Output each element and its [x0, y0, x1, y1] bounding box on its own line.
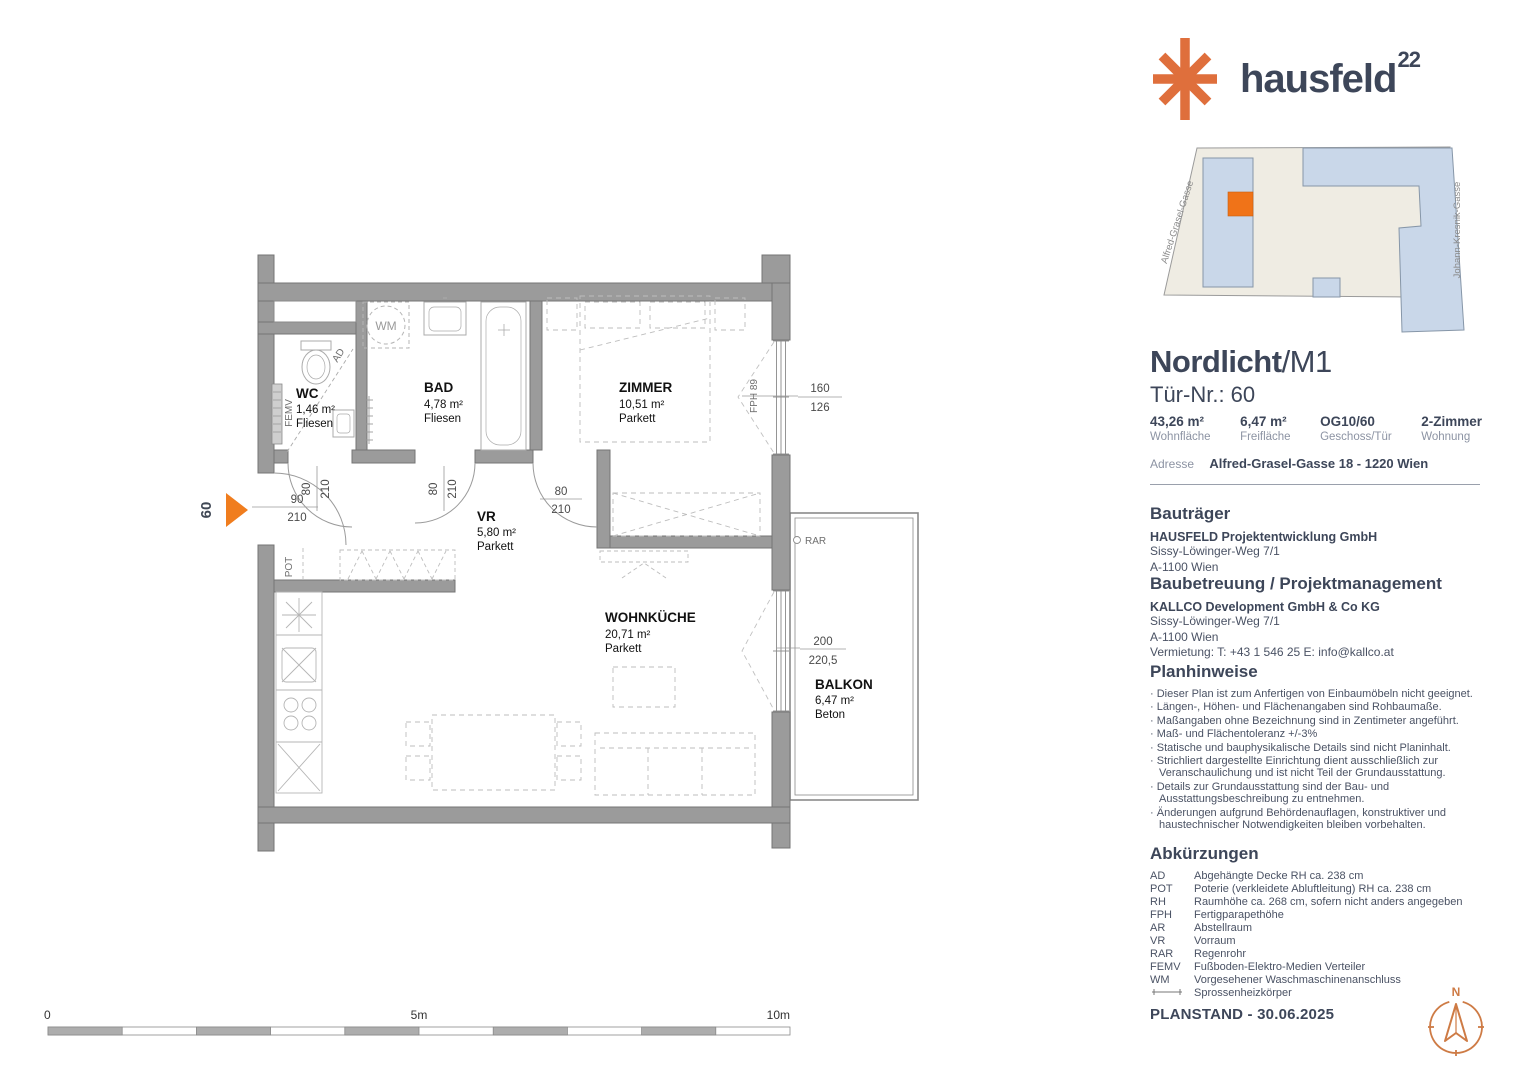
abbr-key: WM: [1150, 974, 1170, 986]
femv-panel: [272, 384, 282, 444]
dim-balcony-door: [776, 636, 846, 667]
unit-title: [1150, 346, 1510, 379]
svg-text:BAD: BAD: [424, 380, 454, 395]
site-map: [1150, 135, 1490, 340]
stat-geschoss: OG10/60 Geschoss/Tür: [1320, 414, 1392, 443]
dim-bad-door: [428, 466, 459, 511]
balcony-door-swing: [742, 592, 774, 710]
door-number: 60: [198, 501, 215, 519]
svg-text:80: 80: [428, 482, 440, 496]
section-bautraeger: [1150, 504, 1490, 575]
section-abkuerzungen: [1150, 844, 1490, 1001]
svg-text:5m: 5m: [410, 1008, 428, 1022]
abbr-text: Regenrohr: [1194, 948, 1246, 960]
planhinweis-item: · Statische und bauphysikalische Details sind nicht Planinhalt.: [1150, 742, 1490, 754]
svg-text:160: 160: [810, 383, 830, 395]
svg-text:220,5: 220,5: [808, 655, 838, 667]
room-label-wohnkueche: [605, 610, 696, 655]
sideboard: [340, 550, 455, 580]
section-baubetreuung: [1150, 574, 1490, 661]
svg-text:Fliesen: Fliesen: [296, 418, 334, 430]
planstand: PLANSTAND - 30.06.2025: [1150, 1006, 1335, 1023]
door-arcs: [274, 463, 597, 545]
logo-wordmark: [1240, 47, 1420, 102]
femv-label: FEMV: [284, 399, 295, 427]
abbr-key: POT: [1150, 883, 1173, 895]
abbr-text: Vorraum: [1194, 935, 1236, 947]
unit-variant: /M1: [1281, 344, 1332, 379]
bautraeger-heading: Bauträger: [1150, 504, 1231, 523]
planhinweis-item: · Längen-, Höhen- und Flächenangaben sind Rohbaumaße.: [1150, 701, 1490, 713]
planhinweis-item: · Details zur Grundausstattung sind der Bau- und Ausstattungsbeschreibung zu entnehmen.: [1150, 781, 1490, 806]
abbr-text: Abstellraum: [1194, 922, 1253, 934]
unit-project: Nordlicht: [1150, 344, 1282, 379]
svg-text:5,80 m²: 5,80 m²: [477, 527, 516, 539]
unit-location-marker: [1228, 192, 1253, 216]
divider: [1150, 484, 1480, 485]
tv-board: [600, 551, 688, 578]
svg-text:Parkett: Parkett: [477, 541, 514, 553]
walls: [258, 255, 790, 851]
planhinweis-item: · Maß- und Flächentoleranz +/-3%: [1150, 728, 1490, 740]
svg-text:80: 80: [554, 486, 568, 498]
stat-freiflaeche: 6,47 m² Freifläche: [1240, 414, 1291, 443]
door-number-label: Tür-Nr.: 60: [1150, 381, 1256, 407]
svg-text:1,46 m²: 1,46 m²: [296, 404, 335, 416]
abbr-text: Raumhöhe ca. 268 cm, sofern nicht anders angegeben: [1194, 896, 1463, 908]
wm-label: WM: [375, 319, 397, 333]
abbr-key: VR: [1150, 935, 1166, 947]
unit-title-block: [1150, 346, 1510, 408]
address-row: [1150, 456, 1510, 471]
baubetreuung-company: KALLCO Development GmbH & Co KG: [1150, 600, 1380, 614]
svg-text:WC: WC: [296, 386, 319, 401]
street-label-right: Johann-Kresnik-Gasse: [1452, 181, 1463, 279]
svg-text:Fliesen: Fliesen: [424, 413, 462, 425]
svg-text:VR: VR: [477, 509, 496, 524]
street-label-left: Alfred-Grasel-Gasse: [1159, 179, 1197, 266]
abkuerzungen-heading: Abkürzungen: [1150, 844, 1259, 863]
address-value: Alfred-Grasel-Gasse 18 - 1220 Wien: [1209, 456, 1429, 471]
address-label: Adresse: [1150, 457, 1195, 471]
room-label-zimmer: [619, 380, 672, 425]
svg-text:10,51 m²: 10,51 m²: [619, 399, 665, 411]
bautraeger-company: HAUSFELD Projektentwicklung GmbH: [1150, 530, 1378, 544]
radiator-icon: [1150, 987, 1194, 1001]
svg-text:20,71 m²: 20,71 m²: [605, 629, 651, 641]
svg-text:80: 80: [301, 482, 313, 496]
svg-text:Parkett: Parkett: [605, 643, 642, 655]
planhinweis-item: · Änderungen aufgrund Behördenauflagen, konstruktiver und haustechnischer Notwendigkeiten bleiben vorbehalten.: [1150, 807, 1490, 832]
abbr-key: AD: [1150, 870, 1166, 882]
svg-text:ZIMMER: ZIMMER: [619, 380, 673, 395]
abbr-text: Fertigparapethöhe: [1194, 909, 1284, 921]
planhinweis-item: · Strichliert dargestellte Einrichtung dient ausschließlich zur Veranschaulichung und ist nicht Teil der Grundausstattung.: [1150, 755, 1490, 780]
compass-icon: [1420, 983, 1494, 1077]
svg-text:210: 210: [447, 479, 459, 499]
rar-icon: [794, 537, 801, 544]
dining-set: [406, 715, 581, 790]
planhinweis-item: · Dieser Plan ist zum Anfertigen von Einbaumöbeln nicht geeignet.: [1150, 688, 1490, 700]
abbr-key: AR: [1150, 922, 1166, 934]
bautraeger-street: Sissy-Löwinger-Weg 7/1: [1150, 544, 1280, 558]
fph-label: FPH 89: [749, 379, 760, 413]
abbr-text: Poterie (verkleidete Abluftleitung) RH ca. 238 cm: [1194, 883, 1432, 895]
scale-bar: [44, 1008, 790, 1035]
stat-zimmer: 2-Zimmer Wohnung: [1421, 414, 1482, 443]
site-building-small: [1313, 278, 1340, 297]
planhinweise-list: [1150, 688, 1490, 831]
pot-label: POT: [284, 556, 295, 578]
radiator-text: Sprossenheizkörper: [1194, 987, 1292, 999]
abbr-key: FEMV: [1150, 961, 1181, 973]
abbr-key: RH: [1150, 896, 1166, 908]
svg-text:Beton: Beton: [815, 709, 846, 721]
svg-text:4,78 m²: 4,78 m²: [424, 399, 463, 411]
baubetreuung-city: A-1100 Wien: [1150, 629, 1219, 644]
baubetreuung-heading: Baubetreuung / Projektmanagement: [1150, 574, 1442, 593]
svg-text:Parkett: Parkett: [619, 413, 656, 425]
abbr-text: Abgehängte Decke RH ca. 238 cm: [1194, 870, 1364, 882]
svg-text:210: 210: [287, 512, 307, 524]
logo-sup: 22: [1397, 47, 1420, 73]
logo-name: hausfeld: [1240, 56, 1397, 101]
svg-text:6,47 m²: 6,47 m²: [815, 695, 854, 707]
planhinweise-heading: Planhinweise: [1150, 662, 1258, 681]
compass-north-label: N: [1451, 985, 1461, 999]
abkuerzungen-list: [1150, 870, 1490, 1001]
dim-zimmer-door: [540, 486, 582, 516]
svg-text:210: 210: [320, 479, 332, 499]
abbr-text: Vorgesehener Waschmaschinenanschluss: [1194, 974, 1401, 986]
svg-text:WOHNKÜCHE: WOHNKÜCHE: [605, 610, 696, 625]
abbr-key: RAR: [1150, 948, 1174, 960]
dim-wc-door: [301, 466, 332, 511]
logo: [1150, 36, 1420, 122]
baubetreuung-contact: Vermietung: T: +43 1 546 25 E: info@kallco.at: [1150, 645, 1394, 660]
bautraeger-city: A-1100 Wien: [1150, 559, 1219, 574]
site-building-west: [1203, 158, 1253, 287]
planhinweis-item: · Maßangaben ohne Bezeichnung sind in Zentimeter angeführt.: [1150, 715, 1490, 727]
rar-label: RAR: [805, 536, 827, 547]
svg-text:90: 90: [290, 494, 304, 506]
ad-label: AD: [330, 346, 348, 365]
unit-stats: [1150, 414, 1482, 443]
room-label-wc: [296, 386, 335, 430]
balcony-door: [773, 591, 789, 711]
svg-text:BALKON: BALKON: [815, 677, 873, 692]
hausfeld-star-icon: [1150, 36, 1220, 122]
entrance-arrow-icon: [226, 493, 248, 527]
room-label-balkon: [815, 677, 873, 721]
baubetreuung-street: Sissy-Löwinger-Weg 7/1: [1150, 614, 1280, 628]
stat-wohnflaeche: 43,26 m² Wohnfläche: [1150, 414, 1211, 443]
svg-text:10m: 10m: [766, 1008, 790, 1022]
abbr-key: FPH: [1150, 909, 1172, 921]
zimmer-window: [773, 341, 789, 454]
sofa: [595, 667, 755, 795]
svg-text:0: 0: [44, 1008, 51, 1022]
svg-text:210: 210: [551, 504, 571, 516]
shaft-niche: [274, 301, 356, 322]
abbr-text: Fußboden-Elektro-Medien Verteiler: [1194, 961, 1366, 973]
room-label-bad: [424, 380, 463, 425]
kitchen-block: [276, 592, 322, 793]
svg-text:200: 200: [813, 636, 833, 648]
svg-text:126: 126: [810, 402, 830, 414]
section-planhinweise: [1150, 662, 1490, 832]
room-label-vr: [477, 509, 516, 553]
